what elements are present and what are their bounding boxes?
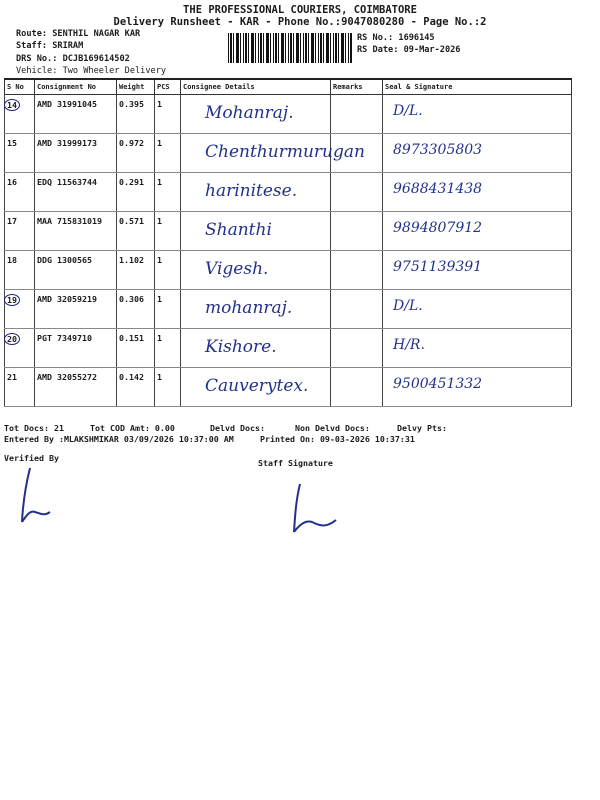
row-weight-text: 0.395 [119,99,144,109]
row-weight-text: 0.291 [119,177,144,187]
row-seal-handwriting-text: D/L. [393,298,423,314]
row-sno [5,251,35,290]
row-consignment-text: MAA 715831019 [37,216,102,226]
row-consignee-handwriting [181,173,331,212]
consignment-table [4,78,571,420]
row-remarks [331,368,383,407]
row-remarks [331,290,383,329]
row-consignee-handwriting-text: mohanraj. [205,298,293,318]
row-pcs [155,173,181,212]
row-pcs-text: 1 [157,294,162,304]
staff-signature [286,480,346,538]
header-weight: Weight [117,79,155,95]
row-weight [117,212,155,251]
row-sno [5,173,35,212]
row-consignment [35,134,117,173]
row-weight [117,290,155,329]
row-seal-handwriting [383,95,572,134]
row-pcs-text: 1 [157,138,162,148]
row-sno-text: 15 [7,138,17,148]
row-pcs [155,212,181,251]
table-row [5,212,572,251]
row-seal-handwriting-text: 8973305803 [393,142,483,158]
row-remarks [331,251,383,290]
row-remarks [331,329,383,368]
row-remarks [331,173,383,212]
row-consignment [35,212,117,251]
verified-by-label: Verified By [4,453,59,463]
row-pcs [155,368,181,407]
row-consignment [35,329,117,368]
total-cod: Tot COD Amt: 0.00 [90,423,175,433]
vehicle-label: Vehicle: Two Wheeler Delivery [16,66,167,76]
printed-on: Printed On: 09-03-2026 10:37:31 [260,434,415,444]
row-pcs-text: 1 [157,216,162,226]
total-docs: Tot Docs: 21 [4,423,64,433]
row-seal-handwriting-text: H/R. [393,337,425,353]
row-pcs-text: 1 [157,372,162,382]
row-remarks [331,212,383,251]
table-row [5,251,572,290]
staff-signature-label: Staff Signature [258,458,333,468]
row-seal-handwriting [383,290,572,329]
row-consignee-handwriting [181,251,331,290]
delivered-docs: Delvd Docs: [210,423,265,433]
row-consignment [35,95,117,134]
table-row [5,329,572,368]
row-sno-text: 14 [4,99,20,111]
row-sno-text: 16 [7,177,17,187]
row-seal-handwriting-text: 9894807912 [393,220,483,236]
staff-label: Staff: SRIRAM [16,41,84,51]
row-weight-text: 0.972 [119,138,144,148]
row-consignee-handwriting [181,329,331,368]
row-consignee-handwriting-text: Mohanraj. [205,103,294,123]
row-sno-text: 19 [4,294,20,306]
entered-by: Entered By :MLAKSHMIKAR 03/09/2026 10:37:00 AM [4,434,234,444]
row-pcs [155,251,181,290]
row-seal-handwriting [383,368,572,407]
header-pcs: PCS [155,79,181,95]
row-consignee-handwriting [181,134,365,173]
verifier-signature [16,466,56,526]
row-consignee-handwriting-text: Kishore. [205,337,277,357]
barcode-image [228,33,352,63]
header-consignee: Consignee Details [181,79,331,95]
row-weight-text: 0.142 [119,372,144,382]
row-consignee-handwriting [181,95,331,134]
row-weight-text: 0.306 [119,294,144,304]
row-consignment-text: DDG 1300565 [37,255,92,265]
row-weight [117,329,155,368]
row-pcs [155,290,181,329]
row-sno [5,329,35,368]
row-consignee-handwriting-text: Vigesh. [205,259,269,279]
row-seal-handwriting [383,251,572,290]
row-consignment-text: AMD 31999173 [37,138,97,148]
row-pcs-text: 1 [157,99,162,109]
row-seal-handwriting-text: 9500451332 [393,376,483,392]
row-weight-text: 0.571 [119,216,144,226]
row-consignment [35,290,117,329]
row-consignment-text: PGT 7349710 [37,333,92,343]
row-consignee-handwriting [181,290,331,329]
row-pcs [155,329,181,368]
table-row [5,95,572,134]
row-consignment-text: AMD 32055272 [37,372,97,382]
row-sno [5,212,35,251]
non-delivered-docs: Non Delvd Docs: [295,423,370,433]
row-seal-handwriting-text: 9688431438 [393,181,483,197]
header-seal: Seal & Signature [383,79,572,95]
row-consignee-handwriting-text: harinitese. [205,181,298,201]
table-header-row [5,79,572,95]
row-pcs [155,95,181,134]
row-remarks [331,95,383,134]
row-pcs [155,134,181,173]
row-consignee-handwriting [181,212,331,251]
row-seal-handwriting-text: 9751139391 [393,259,483,275]
row-sno [5,290,35,329]
row-consignee-handwriting-text: Chenthurmurugan [205,142,365,162]
header-remarks: Remarks [331,79,383,95]
row-pcs-text: 1 [157,333,162,343]
row-consignment-text: AMD 32059219 [37,294,97,304]
row-seal-handwriting [383,212,572,251]
row-sno [5,134,35,173]
runsheet-subtitle: Delivery Runsheet - KAR - Phone No.:9047080280 - Page No.:2 [113,16,487,28]
row-seal-handwriting-text: D/L. [393,103,423,119]
row-consignee-handwriting-text: Cauverytex. [205,376,309,396]
row-sno [5,368,35,407]
row-weight [117,95,155,134]
delivery-points: Delvy Pts: [397,423,447,433]
row-sno-text: 17 [7,216,17,226]
drs-label: DRS No.: DCJB169614502 [16,54,130,64]
row-consignment [35,173,117,212]
row-seal-handwriting [383,329,572,368]
table-row [5,290,572,329]
row-weight [117,134,155,173]
row-weight [117,251,155,290]
row-consignment-text: EDQ 11563744 [37,177,97,187]
row-weight-text: 1.102 [119,255,144,265]
row-consignee-handwriting [181,368,331,407]
table-row [5,173,572,212]
company-title: THE PROFESSIONAL COURIERS, COIMBATORE [183,4,417,16]
row-seal-handwriting [383,134,572,173]
table-row [5,368,572,407]
row-sno [5,95,35,134]
row-consignment-text: AMD 31991045 [37,99,97,109]
rs-number: RS No.: 1696145 [357,33,435,43]
row-consignee-handwriting-text: Shanthi [205,220,272,240]
header-consignment: Consignment No [35,79,117,95]
row-consignment [35,251,117,290]
row-sno-text: 20 [4,333,20,345]
row-consignment [35,368,117,407]
row-sno-text: 21 [7,372,17,382]
row-weight [117,173,155,212]
rs-date: RS Date: 09-Mar-2026 [357,45,461,55]
header-sno: S No [5,79,35,95]
route-label: Route: SENTHIL NAGAR KAR [16,29,141,39]
row-seal-handwriting [383,173,572,212]
table-row [5,134,572,173]
row-weight-text: 0.151 [119,333,144,343]
row-pcs-text: 1 [157,255,162,265]
row-weight [117,368,155,407]
row-sno-text: 18 [7,255,17,265]
row-pcs-text: 1 [157,177,162,187]
